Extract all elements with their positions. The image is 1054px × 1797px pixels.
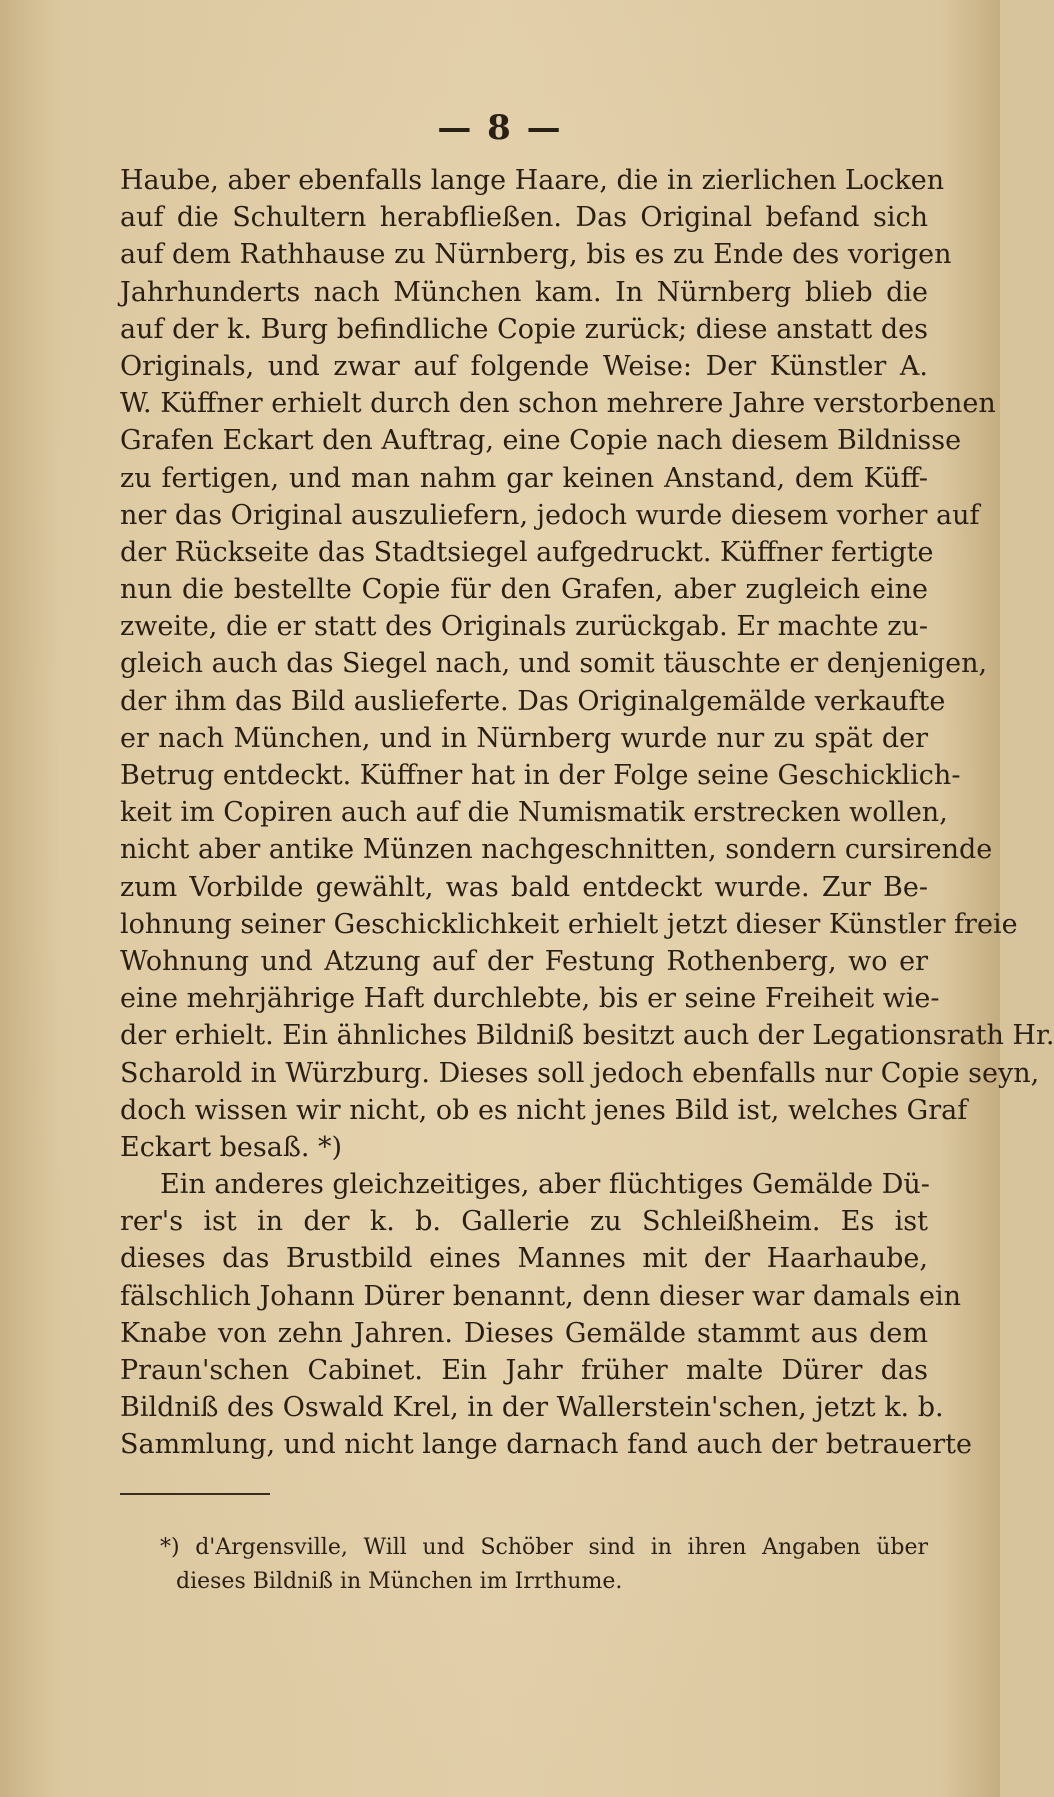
text-line: Sammlung, und nicht lange darnach fand auch der betrauerte: [120, 1429, 973, 1461]
text-line: Grafen Eckart den Auftrag, eine Copie nach diesem Bildnisse: [120, 425, 962, 457]
text-line: ner das Original auszuliefern, jedoch wurde diesem vorher auf: [120, 499, 980, 531]
text-line: Jahrhunderts nach München kam. In Nürnberg blieb die: [120, 276, 928, 308]
page-number: — 8 —: [437, 108, 563, 148]
text-line: nun die bestellte Copie für den Grafen, aber zugleich eine: [120, 574, 928, 606]
text-line: dieses das Brustbild eines Mannes mit der Haarhaube,: [120, 1243, 928, 1275]
text-line: er nach München, und in Nürnberg wurde nur zu spät der: [120, 722, 928, 754]
text-line: Originals, und zwar auf folgende Weise: Der Künstler A.: [120, 350, 928, 382]
text-line: Haube, aber ebenfalls lange Haare, die in zierlichen Locken: [120, 165, 945, 196]
footnote-divider: [120, 1493, 270, 1495]
footnote-line: dieses Bildniß in München im Irrthume.: [176, 1569, 623, 1594]
text-line: auf die Schultern herabfließen. Das Original befand sich: [120, 202, 928, 234]
text-line: Betrug entdeckt. Küffner hat in der Folge seine Geschicklich-: [120, 760, 961, 791]
text-line: der Rückseite das Stadtsiegel aufgedruckt. Küffner fertigte: [120, 536, 934, 568]
text-line: W. Küffner erhielt durch den schon mehrere Jahre verstorbenen: [120, 388, 996, 420]
text-line: Knabe von zehn Jahren. Dieses Gemälde stammt aus dem: [120, 1317, 928, 1349]
text-line: Scharold in Würzburg. Dieses soll jedoch ebenfalls nur Copie seyn,: [120, 1057, 1040, 1089]
text-line: lohnung seiner Geschicklichkeit erhielt jetzt dieser Künstler freie: [120, 908, 1018, 940]
text-line: zum Vorbilde gewählt, was bald entdeckt wurde. Zur Be-: [120, 871, 928, 903]
text-line: zweite, die er statt des Originals zurückgab. Er machte zu-: [120, 611, 928, 643]
text-line-paragraph-start: Ein anderes gleichzeitiges, aber flüchtiges Gemälde Dü-: [160, 1169, 930, 1201]
text-line: auf dem Rathhause zu Nürnberg, bis es zu Ende des vorigen: [120, 239, 952, 271]
footnote-line: *) d'Argensville, Will und Schöber sind in ihren Angaben über: [160, 1535, 928, 1560]
text-line: gleich auch das Siegel nach, und somit täuschte er denjenigen,: [120, 648, 988, 680]
text-line: nicht aber antike Münzen nachgeschnitten, sondern cursirende: [120, 834, 993, 866]
text-line: doch wissen wir nicht, ob es nicht jenes Bild ist, welches Graf: [120, 1094, 968, 1126]
text-line: zu fertigen, und man nahm gar keinen Anstand, dem Küff-: [120, 462, 928, 494]
text-line-paragraph-end: Eckart besaß. *): [120, 1131, 343, 1163]
text-line: keit im Copiren auch auf die Numismatik erstrecken wollen,: [120, 797, 948, 829]
text-line: Wohnung und Atzung auf der Festung Rothenberg, wo er: [120, 945, 928, 977]
text-line: auf der k. Burg befindliche Copie zurück; diese anstatt des: [120, 313, 928, 345]
text-line: eine mehrjährige Haft durchlebte, bis er seine Freiheit wie-: [120, 983, 940, 1015]
text-line: Bildniß des Oswald Krel, in der Wallerstein'schen, jetzt k. b.: [120, 1392, 944, 1424]
text-line: Praun'schen Cabinet. Ein Jahr früher malte Dürer das: [120, 1355, 928, 1386]
footnote: [160, 1531, 928, 1599]
text-line: rer's ist in der k. b. Gallerie zu Schleißheim. Es ist: [120, 1206, 928, 1238]
text-line: der ihm das Bild auslieferte. Das Originalgemälde verkaufte: [120, 685, 946, 717]
text-line: fälschlich Johann Dürer benannt, denn dieser war damals ein: [120, 1280, 962, 1312]
body-text: [120, 162, 1054, 1464]
text-line: der erhielt. Ein ähnliches Bildniß besitzt auch der Legationsrath Hr.: [120, 1020, 1054, 1052]
